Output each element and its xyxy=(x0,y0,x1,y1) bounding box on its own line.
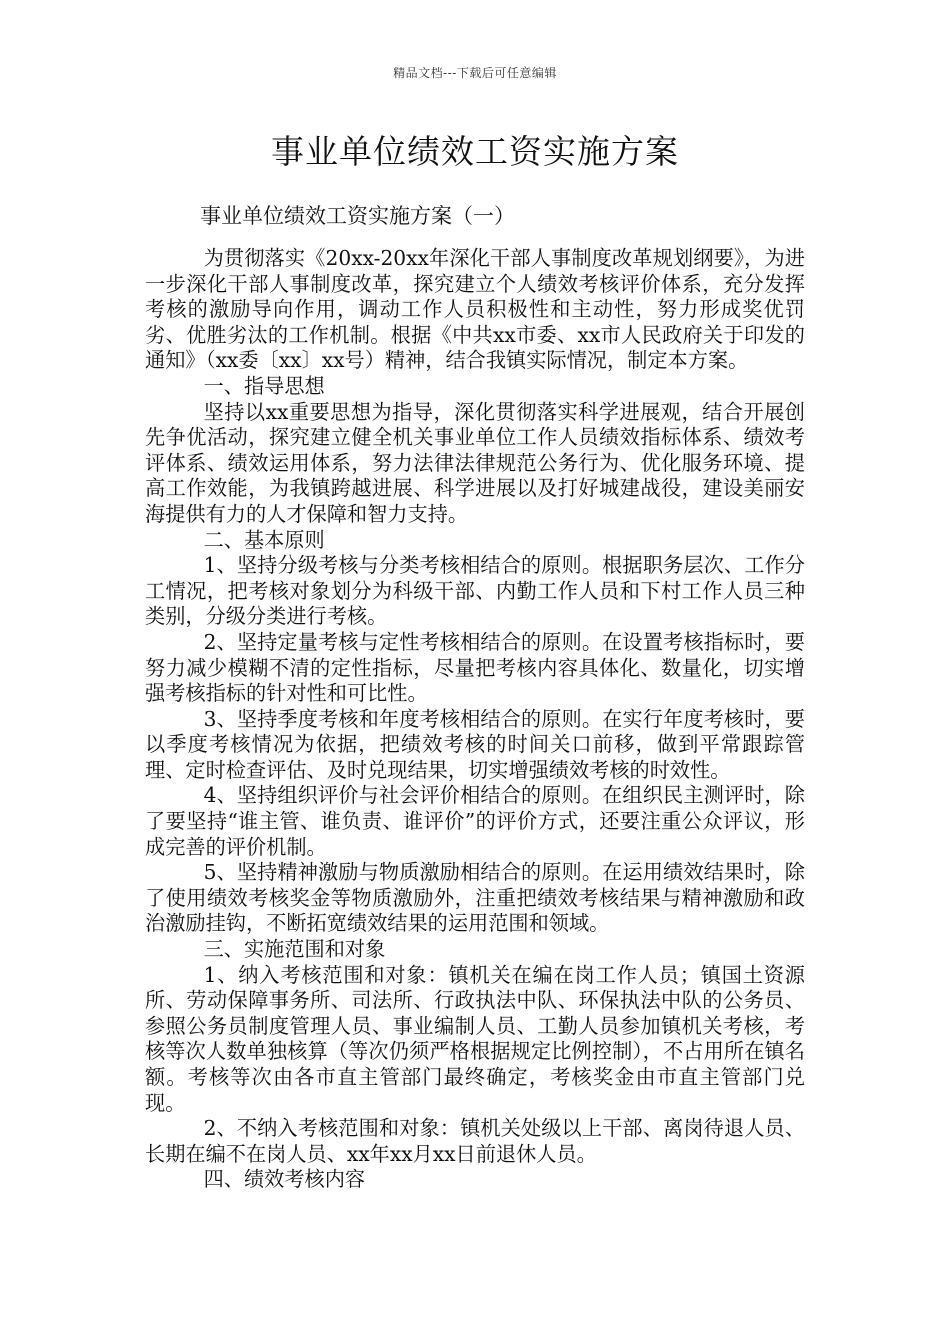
header-note: 精品文档---下载后可任意编辑 xyxy=(393,66,557,80)
section-paragraph: 4、坚持组织评价与社会评价相结合的原则。在组织民主测评时，除了要坚持“谁主管、谁负责、谁评价”的评价方式，还要注重公众评议，形成完善的评价机制。 xyxy=(145,783,805,859)
section-heading: 四、绩效考核内容 xyxy=(203,1167,366,1192)
section-heading: 二、基本原则 xyxy=(203,527,325,552)
section-heading: 一、指导思想 xyxy=(203,373,325,398)
section-paragraph: 1、坚持分级考核与分类考核相结合的原则。根据职务层次、工作分工情况，把考核对象划分为科级干部、内勤工作人员和下村工作人员三种类别，分级分类进行考核。 xyxy=(145,553,805,629)
section-paragraph: 坚持以xx重要思想为指导，深化贯彻落实科学进展观，结合开展创先争优活动，探究建立健全机关事业单位工作人员绩效指标体系、绩效考评体系、绩效运用体系，努力法律法律规范公务行为、优化服务环境、提高工作效能，为我镇跨越进展、科学进展以及打好城建战役，建设美丽安海提供有力的人才保障和智力支持。 xyxy=(145,399,805,526)
section-paragraph: 2、坚持定量考核与定性考核相结合的原则。在设置考核指标时，要努力减少模糊不清的定性指标，尽量把考核内容具体化、数量化，切实增强考核指标的针对性和可比性。 xyxy=(145,629,805,706)
section-paragraph: 2、不纳入考核范围和对象：镇机关处级以上干部、离岗待退人员、长期在编不在岗人员、xx年xx月xx日前退休人员。 xyxy=(145,1116,805,1166)
document-subtitle: 事业单位绩效工资实施方案（一） xyxy=(200,204,515,228)
document-title: 事业单位绩效工资实施方案 xyxy=(271,132,679,171)
section-paragraph: 3、坚持季度考核和年度考核相结合的原则。在实行年度考核时，要以季度考核情况为依据，把绩效考核的时间关口前移，做到平常跟踪管理、定时检查评估、及时兑现结果，切实增强绩效考核的时效性。 xyxy=(145,706,805,782)
section-paragraph: 5、坚持精神激励与物质激励相结合的原则。在运用绩效结果时，除了使用绩效考核奖金等物质激励外，注重把绩效考核结果与精神激励和政治激励挂钩，不断拓宽绩效结果的运用范围和领域。 xyxy=(145,860,805,936)
intro-paragraph: 为贯彻落实《20xx-20xx年深化干部人事制度改革规划纲要》，为进一步深化干部人事制度改革，探究建立个人绩效考核评价体系，充分发挥考核的激励导向作用，调动工作人员积极性和主动性，努力形成奖优罚劣、优胜劣汰的工作机制。根据《中共xx市委、xx市人民政府关于印发的通知》（xx委〔xx〕xx号）精神，结合我镇实际情况，制定本方案。 xyxy=(145,246,805,373)
section-paragraph: 1、纳入考核范围和对象：镇机关在编在岗工作人员；镇国土资源所、劳动保障事务所、司法所、行政执法中队、环保执法中队的公务员、参照公务员制度管理人员、事业编制人员、工勤人员参加镇机关考核，考核等次人数单独核算（等次仍须严格根据规定比例控制），不占用所在镇名额。考核等次由各市直主管部门最终确定，考核奖金由市直主管部门兑现。 xyxy=(145,962,805,1115)
section-heading: 三、实施范围和对象 xyxy=(203,937,386,962)
document-body xyxy=(145,246,805,1193)
